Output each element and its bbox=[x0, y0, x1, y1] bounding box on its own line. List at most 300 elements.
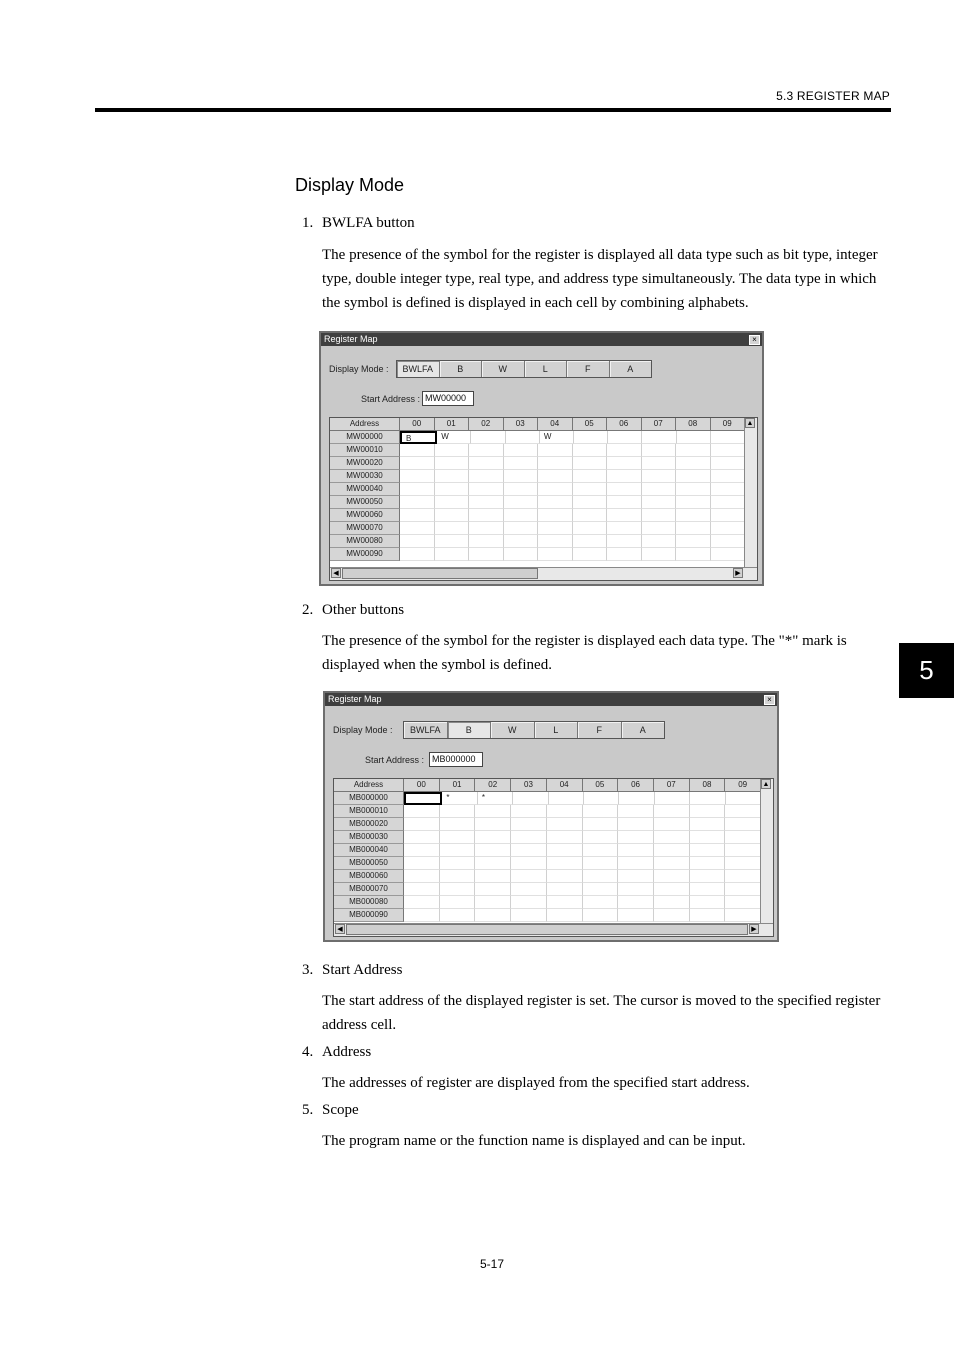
column-header: 02 bbox=[475, 779, 511, 792]
register-cell[interactable] bbox=[504, 457, 539, 470]
close-icon[interactable]: × bbox=[749, 335, 760, 345]
column-header: 00 bbox=[404, 779, 440, 792]
column-header: 04 bbox=[538, 418, 573, 431]
register-cell[interactable] bbox=[400, 522, 435, 535]
register-cell[interactable] bbox=[607, 457, 642, 470]
item-2-text: The presence of the symbol for the register is displayed each data type. The "*" mark is displayed when the symbol is defined. bbox=[322, 633, 847, 673]
register-cell[interactable] bbox=[725, 870, 761, 883]
register-cell[interactable] bbox=[618, 831, 654, 844]
register-cell[interactable] bbox=[404, 909, 440, 922]
row-address: MW00070 bbox=[330, 522, 400, 535]
register-cell[interactable] bbox=[440, 883, 476, 896]
register-cell[interactable] bbox=[690, 870, 726, 883]
vertical-scrollbar[interactable] bbox=[744, 418, 757, 568]
register-cell[interactable] bbox=[654, 857, 690, 870]
table-row bbox=[334, 844, 761, 857]
register-cell[interactable] bbox=[607, 496, 642, 509]
scrollbar-thumb[interactable] bbox=[342, 568, 538, 579]
register-cell[interactable] bbox=[573, 444, 608, 457]
mode-button-f[interactable]: F bbox=[567, 361, 610, 377]
register-cell[interactable] bbox=[655, 792, 690, 805]
register-cell[interactable] bbox=[511, 857, 547, 870]
register-cell[interactable] bbox=[400, 509, 435, 522]
register-cell[interactable] bbox=[725, 896, 761, 909]
table-row bbox=[330, 548, 745, 561]
register-cell[interactable] bbox=[711, 470, 746, 483]
row-address: MB000040 bbox=[334, 844, 404, 857]
register-cell[interactable] bbox=[642, 535, 677, 548]
table-row bbox=[334, 896, 761, 909]
item-1-heading bbox=[302, 215, 415, 232]
register-cell[interactable] bbox=[513, 792, 548, 805]
register-cell[interactable]: * bbox=[478, 792, 513, 805]
column-header: 02 bbox=[469, 418, 504, 431]
register-cell[interactable] bbox=[400, 470, 435, 483]
start-address-input[interactable]: MB000000 bbox=[429, 752, 483, 767]
item-2-heading bbox=[302, 602, 404, 619]
mode-button-w[interactable]: W bbox=[482, 361, 525, 377]
column-header: 00 bbox=[400, 418, 435, 431]
register-cell[interactable] bbox=[435, 470, 470, 483]
register-map-window bbox=[323, 691, 779, 942]
register-cell[interactable] bbox=[642, 431, 676, 444]
register-cell[interactable] bbox=[676, 470, 711, 483]
register-cell[interactable] bbox=[690, 857, 726, 870]
register-cell[interactable] bbox=[725, 883, 761, 896]
register-cell[interactable] bbox=[690, 896, 726, 909]
row-address: MB000050 bbox=[334, 857, 404, 870]
running-header: 5.3 REGISTER MAP bbox=[776, 89, 890, 103]
register-cell[interactable] bbox=[642, 496, 677, 509]
register-cell[interactable] bbox=[725, 857, 761, 870]
register-cell[interactable] bbox=[711, 444, 746, 457]
register-cell[interactable] bbox=[690, 792, 725, 805]
register-cell[interactable] bbox=[608, 431, 642, 444]
register-cell[interactable] bbox=[547, 831, 583, 844]
register-cell[interactable]: * bbox=[442, 792, 477, 805]
register-cell[interactable] bbox=[504, 444, 539, 457]
column-header: 08 bbox=[690, 779, 726, 792]
register-cell[interactable] bbox=[583, 844, 619, 857]
scrollbar-thumb[interactable] bbox=[346, 924, 748, 935]
register-cell[interactable] bbox=[475, 857, 511, 870]
register-cell[interactable] bbox=[642, 444, 677, 457]
register-cell[interactable] bbox=[404, 870, 440, 883]
table-row bbox=[334, 883, 761, 896]
table-row bbox=[330, 470, 745, 483]
register-cell[interactable] bbox=[435, 444, 470, 457]
register-cell[interactable] bbox=[469, 444, 504, 457]
table-row bbox=[330, 457, 745, 470]
register-cell[interactable] bbox=[725, 805, 761, 818]
register-cell[interactable] bbox=[404, 883, 440, 896]
register-cell[interactable] bbox=[711, 457, 746, 470]
display-mode-buttons bbox=[403, 721, 665, 739]
horizontal-scrollbar[interactable] bbox=[334, 923, 773, 936]
register-cell[interactable] bbox=[618, 818, 654, 831]
item-title: Address bbox=[322, 1044, 372, 1060]
register-cell[interactable] bbox=[547, 805, 583, 818]
register-cell[interactable] bbox=[583, 805, 619, 818]
register-cell[interactable] bbox=[654, 805, 690, 818]
register-cell[interactable] bbox=[435, 535, 470, 548]
column-header: 05 bbox=[583, 779, 619, 792]
register-cell[interactable] bbox=[573, 522, 608, 535]
register-cell[interactable] bbox=[583, 883, 619, 896]
register-cell[interactable] bbox=[642, 509, 677, 522]
register-cell[interactable] bbox=[654, 909, 690, 922]
start-address-label: Start Address : bbox=[361, 394, 421, 404]
column-header: 07 bbox=[642, 418, 677, 431]
register-cell[interactable] bbox=[504, 483, 539, 496]
register-cell[interactable] bbox=[711, 535, 746, 548]
register-cell[interactable] bbox=[642, 483, 677, 496]
mode-button-f[interactable]: F bbox=[578, 722, 622, 738]
register-cell[interactable] bbox=[504, 509, 539, 522]
table-row bbox=[330, 522, 745, 535]
register-cell[interactable] bbox=[676, 509, 711, 522]
register-cell[interactable] bbox=[642, 470, 677, 483]
register-cell[interactable] bbox=[440, 831, 476, 844]
register-cell[interactable] bbox=[618, 844, 654, 857]
register-cell[interactable] bbox=[547, 883, 583, 896]
register-cell[interactable] bbox=[725, 909, 761, 922]
register-cell[interactable] bbox=[404, 896, 440, 909]
register-cell[interactable] bbox=[690, 844, 726, 857]
register-cell[interactable] bbox=[475, 883, 511, 896]
register-cell[interactable] bbox=[711, 483, 746, 496]
register-cell[interactable] bbox=[607, 509, 642, 522]
register-cell[interactable] bbox=[504, 535, 539, 548]
register-cell[interactable] bbox=[469, 509, 504, 522]
section-title: Display Mode bbox=[295, 175, 405, 195]
register-cell[interactable] bbox=[538, 483, 573, 496]
column-header: 05 bbox=[573, 418, 608, 431]
column-header: 03 bbox=[504, 418, 539, 431]
register-cell[interactable] bbox=[690, 805, 726, 818]
register-cell[interactable] bbox=[654, 883, 690, 896]
register-cell[interactable] bbox=[584, 792, 619, 805]
register-cell[interactable] bbox=[573, 535, 608, 548]
register-cell[interactable] bbox=[511, 844, 547, 857]
register-cell[interactable] bbox=[475, 870, 511, 883]
register-cell[interactable] bbox=[440, 857, 476, 870]
register-cell[interactable] bbox=[573, 457, 608, 470]
row-address: MW00090 bbox=[330, 548, 400, 561]
register-cell[interactable]: B bbox=[400, 431, 437, 444]
register-cell[interactable] bbox=[400, 444, 435, 457]
start-address-label: Start Address : bbox=[365, 755, 425, 765]
register-cell[interactable] bbox=[511, 896, 547, 909]
mode-button-l[interactable]: L bbox=[525, 361, 568, 377]
register-cell[interactable] bbox=[538, 470, 573, 483]
register-cell[interactable] bbox=[511, 909, 547, 922]
register-cell[interactable] bbox=[676, 483, 711, 496]
header-rule bbox=[95, 108, 891, 112]
register-cell[interactable] bbox=[583, 857, 619, 870]
row-address: MB000090 bbox=[334, 909, 404, 922]
scroll-up-icon[interactable]: ▲ bbox=[762, 781, 770, 788]
register-cell[interactable] bbox=[583, 909, 619, 922]
register-cell[interactable] bbox=[538, 548, 573, 561]
register-cell[interactable] bbox=[538, 535, 573, 548]
register-cell[interactable] bbox=[654, 870, 690, 883]
item-number: 1. bbox=[302, 215, 314, 231]
item-number: 4. bbox=[302, 1044, 314, 1060]
register-cell[interactable] bbox=[711, 496, 746, 509]
register-cell[interactable] bbox=[506, 431, 540, 444]
register-cell[interactable] bbox=[642, 457, 677, 470]
register-cell[interactable] bbox=[538, 522, 573, 535]
register-cell[interactable] bbox=[690, 831, 726, 844]
register-cell[interactable] bbox=[618, 805, 654, 818]
register-cell[interactable] bbox=[400, 548, 435, 561]
register-cell[interactable] bbox=[469, 457, 504, 470]
register-cell[interactable] bbox=[549, 792, 584, 805]
register-cell[interactable] bbox=[469, 483, 504, 496]
register-cell[interactable] bbox=[607, 470, 642, 483]
table-row bbox=[334, 857, 761, 870]
vertical-scrollbar[interactable] bbox=[760, 779, 773, 924]
register-cell[interactable] bbox=[504, 522, 539, 535]
mode-button-l[interactable]: L bbox=[535, 722, 579, 738]
register-cell[interactable] bbox=[475, 805, 511, 818]
row-address: MW00040 bbox=[330, 483, 400, 496]
mode-button-bwlfa[interactable]: BWLFA bbox=[397, 361, 440, 377]
register-cell[interactable] bbox=[440, 870, 476, 883]
register-cell[interactable] bbox=[676, 548, 711, 561]
table-row bbox=[330, 431, 745, 444]
register-cell[interactable] bbox=[677, 431, 711, 444]
register-cell[interactable] bbox=[607, 483, 642, 496]
register-cell[interactable] bbox=[538, 496, 573, 509]
register-cell[interactable] bbox=[511, 870, 547, 883]
window-titlebar bbox=[321, 333, 762, 346]
window-titlebar bbox=[325, 693, 777, 706]
register-cell[interactable] bbox=[475, 896, 511, 909]
item-3-text: The start address of the displayed register is set. The cursor is moved to the specified register address cell. bbox=[322, 993, 881, 1033]
register-cell[interactable] bbox=[654, 818, 690, 831]
horizontal-scrollbar[interactable] bbox=[330, 567, 757, 580]
register-cell[interactable] bbox=[404, 792, 442, 805]
register-cell[interactable] bbox=[435, 457, 470, 470]
register-cell[interactable] bbox=[435, 522, 470, 535]
register-cell[interactable] bbox=[404, 831, 440, 844]
register-cell[interactable] bbox=[711, 509, 746, 522]
register-grid bbox=[329, 417, 758, 581]
register-cell[interactable] bbox=[504, 496, 539, 509]
register-cell[interactable] bbox=[654, 831, 690, 844]
scroll-left-icon[interactable]: ◀ bbox=[331, 568, 341, 578]
register-cell[interactable] bbox=[583, 870, 619, 883]
register-cell[interactable] bbox=[469, 535, 504, 548]
register-map-window bbox=[319, 331, 764, 586]
register-cell[interactable] bbox=[607, 444, 642, 457]
register-cell[interactable] bbox=[573, 470, 608, 483]
row-address: MB000020 bbox=[334, 818, 404, 831]
register-cell[interactable] bbox=[574, 431, 608, 444]
register-cell[interactable] bbox=[475, 909, 511, 922]
register-cell[interactable] bbox=[711, 431, 745, 444]
register-cell[interactable] bbox=[547, 844, 583, 857]
register-cell[interactable] bbox=[676, 444, 711, 457]
row-address: MB000010 bbox=[334, 805, 404, 818]
register-cell[interactable] bbox=[440, 896, 476, 909]
register-cell[interactable] bbox=[676, 496, 711, 509]
mode-button-a[interactable]: A bbox=[622, 722, 665, 738]
register-cell[interactable] bbox=[475, 831, 511, 844]
item-3-heading bbox=[302, 962, 402, 979]
column-header: 08 bbox=[676, 418, 711, 431]
register-cell[interactable] bbox=[676, 535, 711, 548]
item-number: 2. bbox=[302, 602, 314, 618]
grid-header-row bbox=[330, 418, 745, 431]
register-cell[interactable] bbox=[618, 883, 654, 896]
start-address-input[interactable]: MW00000 bbox=[422, 391, 474, 406]
table-row bbox=[334, 831, 761, 844]
register-cell[interactable] bbox=[469, 470, 504, 483]
register-cell[interactable] bbox=[511, 805, 547, 818]
close-icon[interactable]: × bbox=[764, 695, 775, 705]
register-cell[interactable] bbox=[607, 522, 642, 535]
register-cell[interactable] bbox=[400, 483, 435, 496]
register-cell[interactable] bbox=[511, 831, 547, 844]
register-cell[interactable] bbox=[618, 909, 654, 922]
mode-button-w[interactable]: W bbox=[491, 722, 535, 738]
register-cell[interactable] bbox=[618, 857, 654, 870]
register-cell[interactable] bbox=[471, 431, 505, 444]
row-address: MW00000 bbox=[330, 431, 400, 444]
table-row bbox=[334, 792, 761, 805]
column-header-address: Address bbox=[334, 779, 404, 792]
item-5-heading bbox=[302, 1102, 359, 1119]
register-cell[interactable] bbox=[404, 857, 440, 870]
register-cell[interactable] bbox=[504, 548, 539, 561]
register-cell[interactable] bbox=[583, 896, 619, 909]
row-address: MB000000 bbox=[334, 792, 404, 805]
register-cell[interactable]: W bbox=[437, 431, 471, 444]
register-cell[interactable] bbox=[547, 818, 583, 831]
register-cell[interactable] bbox=[547, 909, 583, 922]
register-cell[interactable] bbox=[404, 818, 440, 831]
scroll-left-icon[interactable]: ◀ bbox=[335, 924, 345, 934]
register-cell[interactable] bbox=[435, 483, 470, 496]
register-cell[interactable] bbox=[435, 496, 470, 509]
register-cell[interactable] bbox=[547, 857, 583, 870]
column-header: 06 bbox=[618, 779, 654, 792]
register-cell[interactable] bbox=[642, 522, 677, 535]
register-cell[interactable] bbox=[440, 909, 476, 922]
column-header: 03 bbox=[511, 779, 547, 792]
register-cell[interactable] bbox=[676, 457, 711, 470]
register-cell[interactable] bbox=[538, 457, 573, 470]
register-cell[interactable] bbox=[547, 896, 583, 909]
register-cell[interactable] bbox=[654, 844, 690, 857]
register-cell[interactable] bbox=[435, 548, 470, 561]
register-cell[interactable] bbox=[400, 535, 435, 548]
register-cell[interactable] bbox=[538, 444, 573, 457]
item-4-heading bbox=[302, 1044, 371, 1061]
register-cell[interactable] bbox=[538, 509, 573, 522]
table-row bbox=[330, 509, 745, 522]
register-grid bbox=[333, 778, 774, 937]
item-number: 3. bbox=[302, 962, 314, 978]
register-cell[interactable] bbox=[504, 470, 539, 483]
register-cell[interactable] bbox=[726, 792, 761, 805]
item-title: Scope bbox=[322, 1102, 359, 1118]
register-cell[interactable] bbox=[642, 548, 677, 561]
register-cell[interactable] bbox=[440, 844, 476, 857]
register-cell[interactable] bbox=[607, 548, 642, 561]
register-cell[interactable] bbox=[469, 522, 504, 535]
window-title: Register Map bbox=[328, 694, 382, 704]
row-address: MB000030 bbox=[334, 831, 404, 844]
register-cell[interactable] bbox=[619, 792, 654, 805]
register-cell[interactable] bbox=[404, 844, 440, 857]
register-cell[interactable] bbox=[573, 496, 608, 509]
register-cell[interactable] bbox=[511, 818, 547, 831]
register-cell[interactable] bbox=[435, 509, 470, 522]
mode-button-a[interactable]: A bbox=[610, 361, 652, 377]
register-cell[interactable] bbox=[469, 496, 504, 509]
table-row bbox=[330, 483, 745, 496]
register-cell[interactable] bbox=[607, 535, 642, 548]
register-cell[interactable] bbox=[654, 896, 690, 909]
register-cell[interactable] bbox=[547, 870, 583, 883]
register-cell[interactable] bbox=[618, 870, 654, 883]
register-cell[interactable] bbox=[404, 805, 440, 818]
register-cell[interactable] bbox=[440, 805, 476, 818]
register-cell[interactable] bbox=[573, 509, 608, 522]
register-cell[interactable] bbox=[469, 548, 504, 561]
register-cell[interactable] bbox=[618, 896, 654, 909]
display-mode-label: Display Mode : bbox=[329, 364, 389, 374]
register-cell[interactable] bbox=[725, 831, 761, 844]
scroll-right-icon[interactable]: ▶ bbox=[749, 924, 759, 934]
mode-button-b[interactable]: B bbox=[448, 722, 492, 738]
register-cell[interactable] bbox=[711, 548, 746, 561]
register-cell[interactable] bbox=[440, 818, 476, 831]
scroll-up-icon[interactable]: ▲ bbox=[746, 420, 754, 427]
register-cell[interactable] bbox=[475, 818, 511, 831]
display-mode-buttons bbox=[396, 360, 652, 378]
mode-button-bwlfa[interactable]: BWLFA bbox=[404, 722, 448, 738]
register-cell[interactable] bbox=[583, 818, 619, 831]
register-cell[interactable] bbox=[475, 844, 511, 857]
register-cell[interactable] bbox=[583, 831, 619, 844]
register-cell[interactable] bbox=[725, 818, 761, 831]
item-title: Start Address bbox=[322, 962, 403, 978]
row-address: MB000070 bbox=[334, 883, 404, 896]
register-cell[interactable] bbox=[725, 844, 761, 857]
table-row bbox=[334, 909, 761, 922]
mode-button-b[interactable]: B bbox=[440, 361, 483, 377]
register-cell[interactable] bbox=[400, 496, 435, 509]
scroll-right-icon[interactable]: ▶ bbox=[733, 568, 743, 578]
register-cell[interactable] bbox=[400, 457, 435, 470]
register-cell[interactable] bbox=[676, 522, 711, 535]
register-cell[interactable] bbox=[690, 818, 726, 831]
register-cell[interactable]: W bbox=[540, 431, 574, 444]
column-header-address: Address bbox=[330, 418, 400, 431]
register-cell[interactable] bbox=[573, 483, 608, 496]
register-cell[interactable] bbox=[511, 883, 547, 896]
table-row bbox=[334, 870, 761, 883]
register-cell[interactable] bbox=[690, 883, 726, 896]
register-cell[interactable] bbox=[573, 548, 608, 561]
register-cell[interactable] bbox=[711, 522, 746, 535]
register-cell[interactable] bbox=[690, 909, 726, 922]
